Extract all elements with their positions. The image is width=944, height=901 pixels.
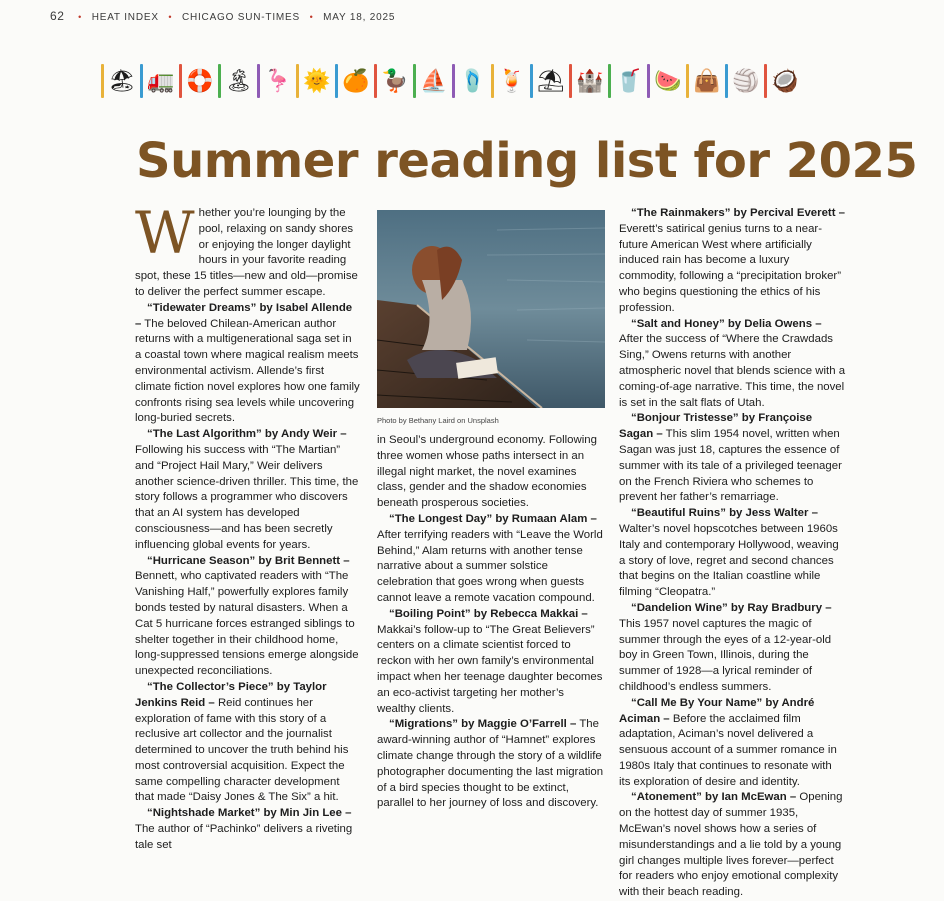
divider-bar bbox=[335, 64, 338, 98]
book-entry bbox=[619, 601, 846, 696]
book-entry bbox=[135, 554, 361, 680]
drop-cap: W bbox=[135, 199, 195, 267]
beach-umbrella-icon: ⛱ bbox=[537, 68, 565, 93]
divider-bar bbox=[179, 64, 182, 98]
book-description: After the success of “Where the Crawdads Sing,” Owens returns with another atmospheric novel that blends science with a coming-of-age narrative. This time, the novel is set in the salt flats of Utah. bbox=[619, 333, 846, 409]
book-description: Reid continues her exploration of fame with this story of a reclusive art collector and the journalist determined to uncover the truth behind his most controversial acquisition. Expect the same compelling character development that made “Daisy Jones & The Six” a hit. bbox=[135, 696, 349, 804]
book-entry bbox=[619, 317, 846, 412]
book-entry bbox=[135, 427, 361, 553]
book-description: Before the acclaimed film adaptation, Aciman’s novel delivered a sensuous account of a summer romance in 1980s Italy that continues to resonate with its exploration of desire and identity. bbox=[619, 712, 837, 788]
page-folio bbox=[50, 9, 395, 23]
book-entry bbox=[619, 506, 846, 601]
sailboat-icon: ⛵ bbox=[420, 68, 448, 93]
book-description: Everett’s satirical genius turns to a near-future American West where artificially induced rain has become a luxury commodity, following a “precipitation broker” who begins questioning the ethics of his profession. bbox=[619, 222, 841, 314]
book-title: “Migrations” by Maggie O’Farrell – bbox=[389, 718, 577, 731]
sun-icon: 🌞 bbox=[303, 68, 331, 93]
divider-bar bbox=[569, 64, 572, 98]
book-description: The author of “Pachinko” delivers a riveting tale set bbox=[135, 823, 353, 851]
divider-bar bbox=[296, 64, 299, 98]
section-name: HEAT INDEX bbox=[91, 12, 159, 23]
book-title: “Atonement” by Ian McEwan – bbox=[631, 791, 797, 804]
book-title: “The Rainmakers” by Percival Everett – bbox=[631, 207, 845, 219]
book-entry-continued bbox=[377, 433, 605, 512]
divider-bar bbox=[140, 64, 143, 98]
flamingo-float-icon: 🦩 bbox=[264, 68, 292, 93]
book-entry bbox=[619, 790, 846, 901]
divider-bar bbox=[101, 64, 104, 98]
divider-bar bbox=[452, 64, 455, 98]
article-column-1 bbox=[135, 199, 361, 854]
flippers-icon: 🩴 bbox=[459, 68, 487, 93]
folio-separator: • bbox=[168, 12, 173, 22]
divider-bar bbox=[413, 64, 416, 98]
summer-icon-strip bbox=[98, 60, 893, 102]
book-entry bbox=[377, 512, 605, 607]
book-title: “Call Me By Your Name” by André Aciman – bbox=[619, 696, 815, 725]
divider-bar bbox=[608, 64, 611, 98]
book-description: Following his success with “The Martian” and “Project Hail Mary,” Weir delivers another science-driven thriller. This time, the story follows a programmer who discovers that an AI system has developed consciousness—and has been secretly influencing global events for years. bbox=[135, 443, 359, 551]
book-description: in Seoul’s underground economy. Following three women whose paths intersect in an illegal night market, the novel examines class, gender and the shadow economies beneath prosperous societies. bbox=[377, 434, 597, 510]
article-photo bbox=[377, 210, 605, 408]
book-title: “Hurricane Season” by Brit Bennett – bbox=[147, 554, 350, 567]
article-column-2 bbox=[377, 433, 605, 812]
book-entry bbox=[619, 696, 846, 791]
divider-bar bbox=[257, 64, 260, 98]
book-entry bbox=[619, 206, 846, 317]
book-title: “The Last Algorithm” by Andy Weir – bbox=[147, 428, 347, 441]
book-title: “Beautiful Ruins” by Jess Walter – bbox=[631, 507, 818, 520]
book-entry bbox=[135, 806, 361, 853]
intro-text: hether you’re lounging by the pool, relaxing on sandy shores or enjoying the longer daylight hours in your favorite reading spot, these 15 titles—new and old—promise to deliver the perfect summer escape. bbox=[135, 207, 358, 298]
book-entry bbox=[619, 411, 846, 506]
sandcastle-icon: 🏰 bbox=[576, 68, 604, 93]
rubber-duck-icon: 🦆 bbox=[381, 68, 409, 93]
divider-bar bbox=[647, 64, 650, 98]
publication-name: CHICAGO SUN-TIMES bbox=[181, 12, 300, 23]
book-title: “Dandelion Wine” by Ray Bradbury – bbox=[631, 601, 832, 614]
divider-bar bbox=[725, 64, 728, 98]
book-title: “The Collector’s Piece” by Taylor Jenkins Reid – bbox=[135, 680, 327, 709]
book-description: The beloved Chilean-American author returns with a multigenerational saga set in a coastal town where magical realism meets environmental activism. Allende’s first climate fiction novel explores how one family confronts rising sea levels while uncovering long-buried secrets. bbox=[135, 317, 360, 425]
book-description: The award-winning author of “Hamnet” explores climate change through the story of a wildlife photographer documenting the last migration of a bird species thought to be extinct, parallel to her journey of loss and discovery. bbox=[377, 718, 604, 810]
toy-truck-icon: 🚛 bbox=[147, 68, 175, 93]
divider-bar bbox=[530, 64, 533, 98]
book-title: “Nightshade Market” by Min Jin Lee – bbox=[147, 807, 352, 820]
book-description: Walter’s novel hopscotches between 1960s Italy and contemporary Hollywood, weaving a story of love, regret and second chances that begins on the Italian coastline while filming “Cleopatra.” bbox=[619, 522, 839, 599]
beach-chair-icon: 🏖 bbox=[108, 68, 136, 93]
coconut-drink-icon: 🥥 bbox=[771, 68, 799, 93]
book-title: “Tidewater Dreams” by Isabel Allende – bbox=[135, 301, 353, 330]
book-title: “The Longest Day” by Rumaan Alam – bbox=[389, 512, 597, 525]
folio-separator: • bbox=[309, 12, 314, 22]
book-entry bbox=[135, 680, 361, 806]
orange-slice-icon: 🍊 bbox=[342, 68, 370, 93]
drink-cup-icon: 🥤 bbox=[615, 68, 643, 93]
book-description: Makkai’s follow-up to “The Great Believers” centers on a climate scientist forced to reckon with her own family’s environmental impact when her teenage daughter becomes an eco-activist targeting her mother’s wealthy clients. bbox=[377, 623, 603, 715]
page-title: Summer reading list for 2025 bbox=[136, 133, 918, 189]
folio-separator: • bbox=[78, 12, 83, 22]
book-description: Bennett, who captivated readers with “The Vanishing Half,” powerfully explores family bonds tested by natural disasters. When a Cat 5 hurricane forces estranged siblings to shelter together in their childhood home, long-suppressed tensions emerge alongside unexpected reconciliations. bbox=[135, 570, 359, 678]
book-description: This 1957 novel captures the magic of summer through the eyes of a 12-year-old boy in Green Town, Illinois, during the summer of 1928—a lyrical reminder of childhood’s endless summers. bbox=[619, 617, 832, 693]
book-description: This slim 1954 novel, written when Sagan was just 18, captures the essence of summer with its tale of a privileged teenager on the French Riviera who schemes to prevent her father’s remarriage. bbox=[619, 428, 842, 504]
article-column-3 bbox=[619, 206, 846, 901]
palm-island-icon: 🏝 bbox=[225, 68, 253, 93]
divider-bar bbox=[686, 64, 689, 98]
book-entry bbox=[377, 607, 605, 718]
divider-bar bbox=[491, 64, 494, 98]
book-entry bbox=[135, 301, 361, 427]
life-ring-icon: 🛟 bbox=[186, 68, 214, 93]
book-entry bbox=[377, 717, 605, 812]
cocktail-icon: 🍹 bbox=[498, 68, 526, 93]
book-title: “Boiling Point” by Rebecca Makkai – bbox=[389, 607, 588, 620]
page-number: 62 bbox=[50, 9, 65, 23]
watermelon-icon: 🍉 bbox=[654, 68, 682, 93]
divider-bar bbox=[374, 64, 377, 98]
book-description: After terrifying readers with “Leave the World Behind,” Alam returns with another tense narrative about a summer solstice celebration that goes wrong when guests cannot leave a remote vacation compound. bbox=[377, 528, 603, 604]
intro-paragraph bbox=[135, 199, 361, 301]
divider-bar bbox=[764, 64, 767, 98]
book-description: Opening on the hottest day of summer 1935, McEwan’s novel shows how a series of misunderstandings and a lie told by a young girl changes multiple lives forever—perfect for readers who enjoy emotional complexity with their beach reading. bbox=[619, 791, 843, 899]
divider-bar bbox=[218, 64, 221, 98]
beach-ball-icon: 🏐 bbox=[732, 68, 760, 93]
book-title: “Bonjour Tristesse” by Françoise Sagan – bbox=[619, 412, 813, 441]
photo-credit: Photo by Bethany Laird on Unsplash bbox=[377, 416, 499, 425]
issue-date: MAY 18, 2025 bbox=[323, 12, 396, 23]
beach-bag-icon: 👜 bbox=[693, 68, 721, 93]
book-title: “Salt and Honey” by Delia Owens – bbox=[631, 317, 822, 330]
